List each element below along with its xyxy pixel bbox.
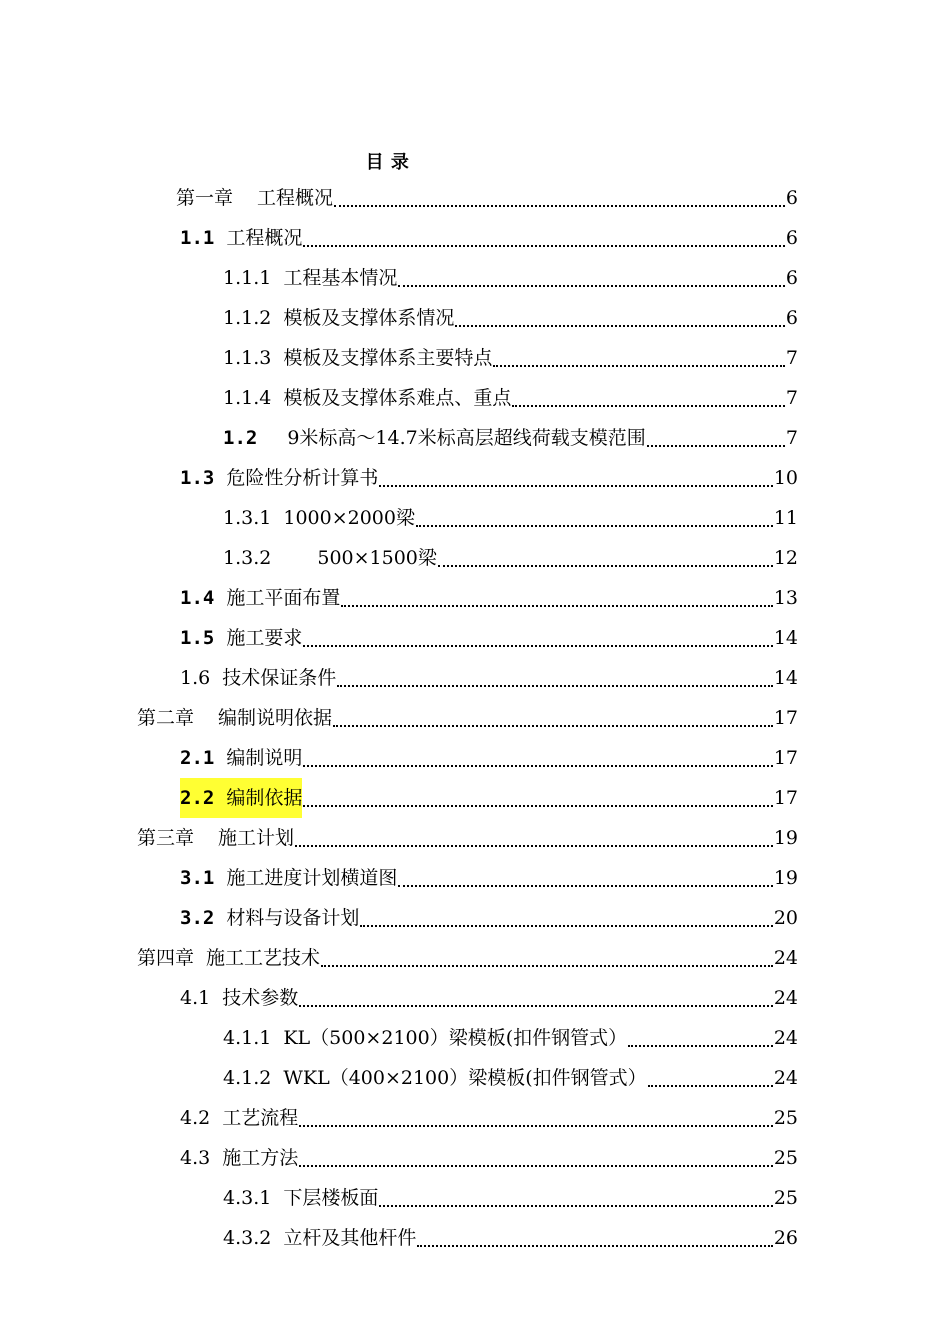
- toc-entry-text: 下层楼板面: [283, 1187, 379, 1209]
- toc-entry-page: 17: [773, 747, 798, 769]
- toc-entry-page: 25: [773, 1187, 798, 1209]
- toc-entry-text: 9米标高～14.7米标高层超线荷载支模范围: [287, 427, 646, 449]
- toc-entry-number: 1.1.3: [223, 347, 272, 369]
- toc-entry-number: 3.1: [180, 867, 215, 889]
- toc-entry-text: 施工计划: [218, 827, 295, 849]
- toc-entry-page: 24: [773, 1027, 798, 1049]
- toc-entry-text: WKL（400×2100）梁模板(扣件钢管式）: [283, 1067, 647, 1089]
- toc-leader-dots: [493, 365, 785, 367]
- toc-entry-1-1-4[interactable]: [223, 378, 798, 418]
- toc-entry-number: 4.1: [180, 987, 211, 1009]
- toc-entry-4-2[interactable]: [180, 1098, 798, 1138]
- toc-entry-1-1-3[interactable]: [223, 338, 798, 378]
- toc-entry-page: 17: [773, 787, 798, 809]
- toc-entry-number: 1.6: [180, 667, 211, 689]
- toc-entry-2-1[interactable]: [180, 738, 798, 778]
- toc-leader-dots: [337, 685, 773, 687]
- toc-entry-number: 4.3: [180, 1147, 211, 1169]
- toc-leader-dots: [379, 485, 772, 487]
- toc-entry-number: 2.2: [180, 787, 215, 809]
- toc-entry-text: 施工要求: [226, 627, 303, 649]
- toc-entry-page: 26: [773, 1227, 798, 1249]
- toc-entry-number: 4.2: [180, 1107, 211, 1129]
- toc-entry-number: 1.3.1: [223, 507, 272, 529]
- toc-entry-page: 10: [773, 467, 798, 489]
- toc-entry-1-1[interactable]: [180, 218, 798, 258]
- toc-leader-dots: [455, 325, 785, 327]
- toc-entry-1-3[interactable]: [180, 458, 798, 498]
- toc-leader-dots: [341, 605, 772, 607]
- toc-entry-page: 6: [785, 307, 798, 329]
- toc-entry-4-1-1[interactable]: [223, 1018, 798, 1058]
- toc-entry-page: 11: [773, 507, 798, 529]
- toc-entry-number: 第二章: [137, 707, 195, 729]
- toc-leader-dots: [512, 405, 785, 407]
- toc-entry-number: 1.1.4: [223, 387, 272, 409]
- toc-entry-number: 第一章: [176, 187, 234, 209]
- toc-entry-page: 6: [785, 227, 798, 249]
- toc-entry-text: 技术保证条件: [222, 667, 337, 689]
- toc-entry-text: 编制说明依据: [218, 707, 333, 729]
- toc-leader-dots: [299, 1125, 773, 1127]
- toc-entry-page: 24: [773, 987, 798, 1009]
- toc-entry-text: 施工进度计划横道图: [226, 867, 398, 889]
- toc-entry-text: 材料与设备计划: [226, 907, 360, 929]
- toc-entry-text: 施工工艺技术: [206, 947, 321, 969]
- toc-entry-page: 25: [773, 1107, 798, 1129]
- toc-entry-number: 1.5: [180, 627, 215, 649]
- toc-leader-dots: [647, 445, 785, 447]
- toc-entry-text: 500×1500梁: [317, 547, 437, 569]
- toc-entry-number: 1.1.1: [223, 267, 272, 289]
- toc-entry-4-3[interactable]: [180, 1138, 798, 1178]
- toc-leader-dots: [334, 205, 785, 207]
- toc-leader-dots: [360, 925, 772, 927]
- toc-entry-number: 4.1.1: [223, 1027, 272, 1049]
- toc-entry-2-2[interactable]: [180, 778, 798, 818]
- toc-entry-1-2[interactable]: [223, 418, 798, 458]
- toc-entry-page: 14: [773, 667, 798, 689]
- toc-entry-page: 25: [773, 1147, 798, 1169]
- toc-entry-page: 19: [773, 867, 798, 889]
- toc-entry-text: 立杆及其他杆件: [283, 1227, 417, 1249]
- toc-leader-dots: [416, 525, 773, 527]
- toc-entry-page: 7: [785, 427, 798, 449]
- toc-entry-1-4[interactable]: [180, 578, 798, 618]
- toc-entry-text: 施工平面布置: [226, 587, 341, 609]
- toc-entry-4-1[interactable]: [180, 978, 798, 1018]
- toc-entry-1-5[interactable]: [180, 618, 798, 658]
- toc-entry-1-6[interactable]: [180, 658, 798, 698]
- toc-entry-number: 4.1.2: [223, 1067, 272, 1089]
- toc-title: 目 录: [365, 152, 410, 173]
- toc-leader-dots: [438, 565, 773, 567]
- toc-entry-number: 1.2: [223, 427, 258, 449]
- toc-entry-4-3-2[interactable]: [223, 1218, 798, 1258]
- toc-entry-page: 13: [773, 587, 798, 609]
- toc-entry-1-3-1[interactable]: [223, 498, 798, 538]
- toc-leader-dots: [321, 965, 773, 967]
- toc-leader-dots: [299, 1165, 773, 1167]
- toc-entry-page: 20: [773, 907, 798, 929]
- toc-entry-text: 模板及支撑体系情况: [283, 307, 455, 329]
- toc-leader-dots: [379, 1205, 772, 1207]
- toc-entry-number: 1.1.2: [223, 307, 272, 329]
- toc-entry-text: 模板及支撑体系难点、重点: [283, 387, 512, 409]
- toc-entry-text: 工程概况: [257, 187, 334, 209]
- toc-leader-dots: [303, 245, 785, 247]
- toc-entry-page: 24: [773, 1067, 798, 1089]
- toc-entry-1-3-2[interactable]: [223, 538, 798, 578]
- toc-entry-page: 6: [785, 267, 798, 289]
- toc-entry-4-3-1[interactable]: [223, 1178, 798, 1218]
- toc-entry-page: 6: [785, 187, 798, 209]
- toc-entry-number: 1.3.2: [223, 547, 272, 569]
- toc-entry-page: 17: [773, 707, 798, 729]
- toc-entry-text: 模板及支撑体系主要特点: [283, 347, 493, 369]
- toc-entry-text: 工程基本情况: [283, 267, 398, 289]
- toc-leader-dots: [398, 285, 785, 287]
- highlighted-text: [180, 778, 302, 818]
- toc-entry-page: 19: [773, 827, 798, 849]
- toc-entry-3-1[interactable]: [180, 858, 798, 898]
- toc-entry-number: 3.2: [180, 907, 215, 929]
- toc-entry-chapter-3[interactable]: [137, 818, 798, 858]
- toc-entry-number: 4.3.1: [223, 1187, 272, 1209]
- toc-entry-text: 编制依据: [226, 787, 303, 809]
- toc-leader-dots: [303, 805, 772, 807]
- toc-entry-3-2[interactable]: [180, 898, 798, 938]
- toc-entry-text: 工艺流程: [222, 1107, 299, 1129]
- toc-entry-4-1-2[interactable]: [223, 1058, 798, 1098]
- toc-entry-text: 1000×2000梁: [283, 507, 415, 529]
- toc-entry-page: 7: [785, 347, 798, 369]
- toc-leader-dots: [295, 845, 773, 847]
- toc-leader-dots: [648, 1085, 773, 1087]
- toc-entry-chapter-1[interactable]: [176, 178, 798, 218]
- toc-leader-dots: [299, 1005, 773, 1007]
- toc-entry-text: 工程概况: [226, 227, 303, 249]
- toc-entry-text: 编制说明: [226, 747, 303, 769]
- toc-entry-number: 第三章: [137, 827, 195, 849]
- toc-entry-text: 施工方法: [222, 1147, 299, 1169]
- toc-leader-dots: [417, 1245, 772, 1247]
- toc-entry-number: 1.3: [180, 467, 215, 489]
- toc-entry-page: 14: [773, 627, 798, 649]
- toc-leader-dots: [398, 885, 772, 887]
- toc-entry-number: 1.1: [180, 227, 215, 249]
- toc-entry-number: 第四章: [137, 947, 195, 969]
- toc-leader-dots: [628, 1045, 773, 1047]
- toc-entry-chapter-4[interactable]: [137, 938, 798, 978]
- toc-entry-number: 1.4: [180, 587, 215, 609]
- toc-leader-dots: [303, 645, 772, 647]
- toc-entry-page: 12: [773, 547, 798, 569]
- toc-entry-page: 7: [785, 387, 798, 409]
- toc-entry-number: 2.1: [180, 747, 215, 769]
- toc-entry-text: 危险性分析计算书: [226, 467, 379, 489]
- toc-entry-text: KL（500×2100）梁模板(扣件钢管式）: [283, 1027, 628, 1049]
- toc-leader-dots: [333, 725, 773, 727]
- toc-entry-1-1-2[interactable]: [223, 298, 798, 338]
- toc-entry-text: 技术参数: [222, 987, 299, 1009]
- toc-entry-number: 4.3.2: [223, 1227, 272, 1249]
- toc-entry-page: 24: [773, 947, 798, 969]
- toc-leader-dots: [303, 765, 772, 767]
- toc-entry-1-1-1[interactable]: [223, 258, 798, 298]
- toc-entry-chapter-2[interactable]: [137, 698, 798, 738]
